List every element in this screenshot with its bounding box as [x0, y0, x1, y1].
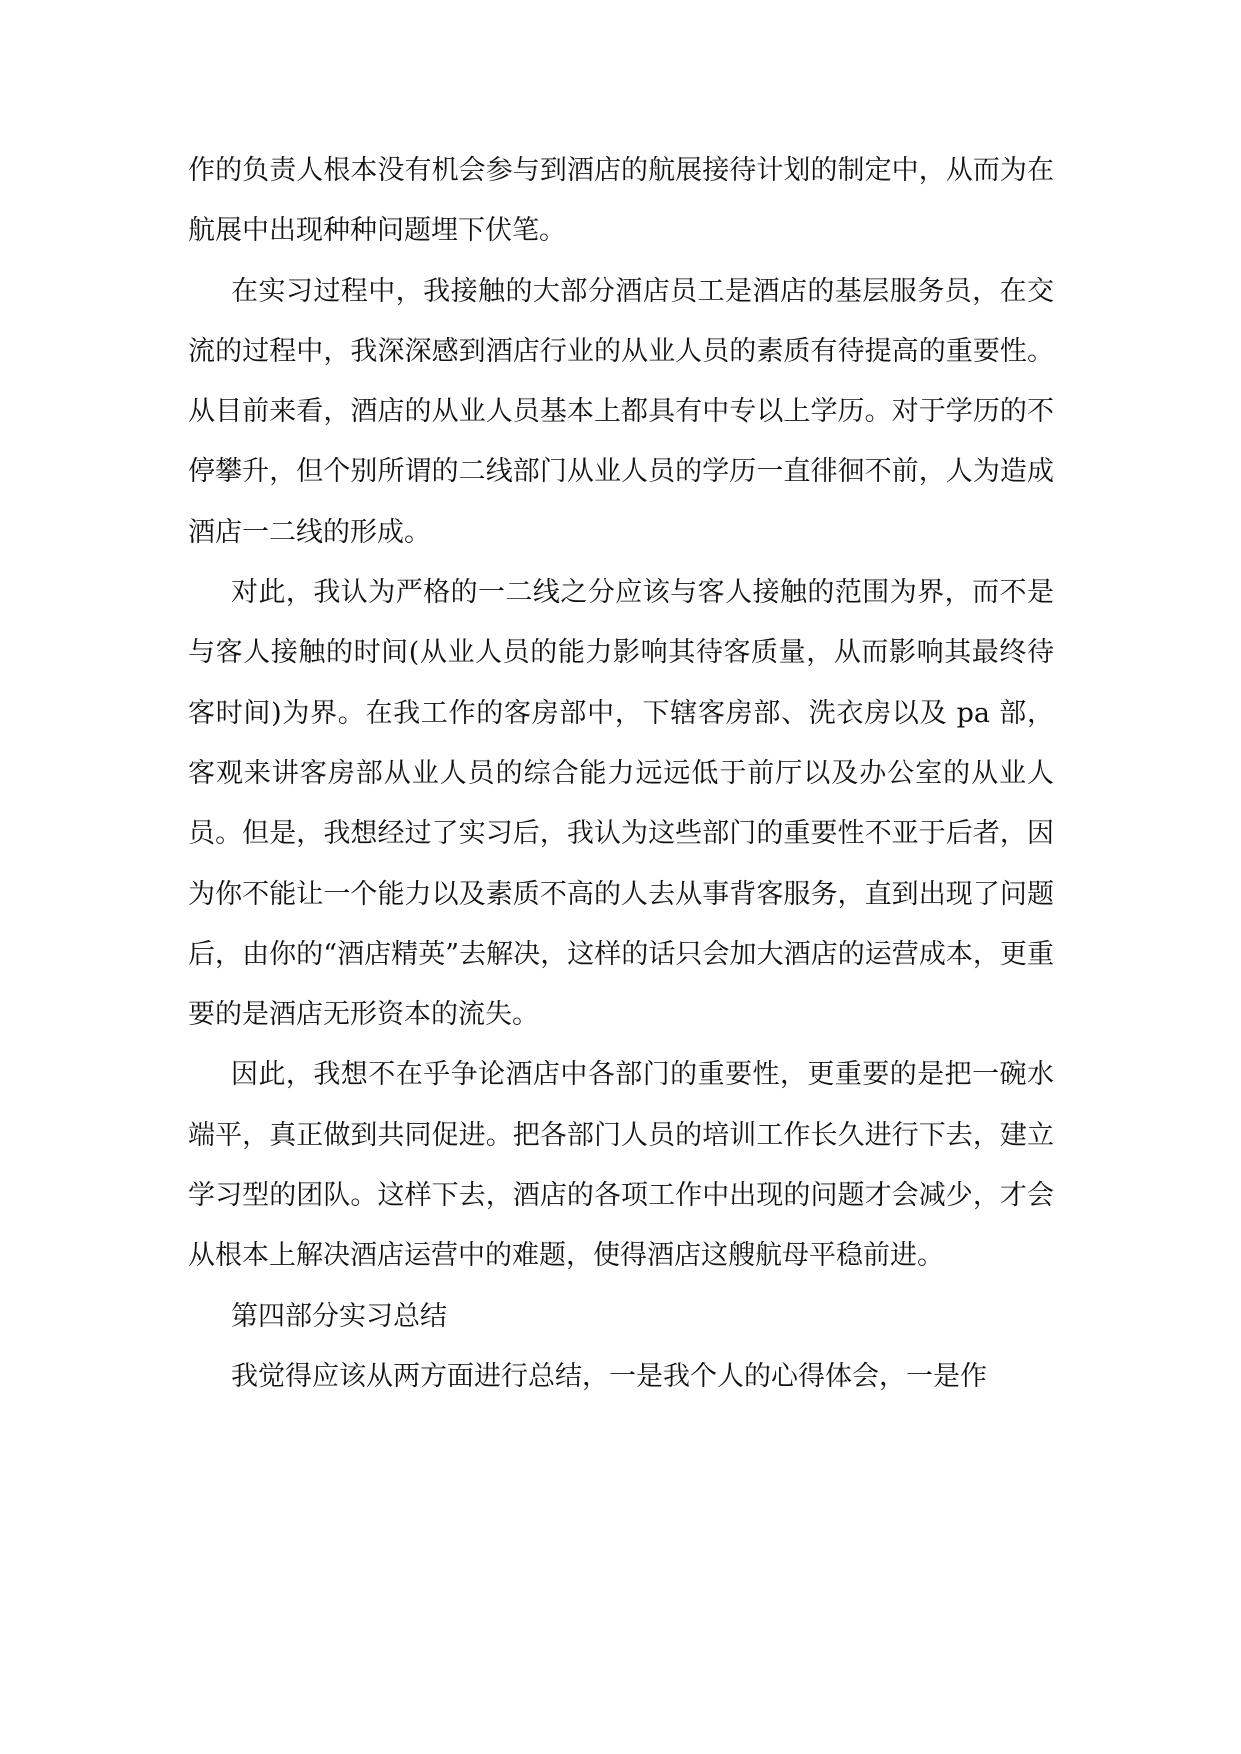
section-heading: 第四部分实习总结	[231, 1300, 447, 1332]
document-body	[188, 141, 1054, 1407]
paragraph-continuation: 作的负责人根本没有机会参与到酒店的航展接待计划的制定中，从而为在航展中出现种种问题埋下伏笔。	[188, 155, 1054, 247]
paragraph-staff-quality: 在实习过程中，我接触的大部分酒店员工是酒店的基层服务员，在交流的过程中，我深深感到酒店行业的从业人员的素质有待提高的重要性。从目前来看，酒店的从业人员基本上都具有中专以上学历。对于学历的不停攀升，但个别所谓的二线部门从业人员的学历一直徘徊不前，人为造成酒店一二线的形成。	[188, 275, 1054, 548]
paragraph-conclusion: 因此，我想不在乎争论酒店中各部门的重要性，更重要的是把一碗水端平，真正做到共同促进。把各部门人员的培训工作长久进行下去，建立学习型的团队。这样下去，酒店的各项工作中出现的问题才会减少，才会从根本上解决酒店运营中的难题，使得酒店这艘航母平稳前进。	[188, 1059, 1054, 1272]
paragraph-summary-intro: 我觉得应该从两方面进行总结，一是我个人的心得体会，一是作	[231, 1360, 987, 1392]
paragraph-department-division: 对此，我认为严格的一二线之分应该与客人接触的范围为界，而不是与客人接触的时间(从业人员的能力影响其待客质量，从而影响其最终待客时间)为界。在我工作的客房部中，下辖客房部、洗衣房以及 pa 部，客观来讲客房部从业人员的综合能力远远低于前厅以及办公室的从业人员。但是，我想经过了实习后，我认为这些部门的重要性不亚于后者，因为你不能让一个能力以及素质不高的人去从事背客服务，直到出现了问题后，由你的“酒店精英”去解决，这样的话只会加大酒店的运营成本，更重要的是酒店无形资本的流失。	[188, 577, 1054, 1031]
